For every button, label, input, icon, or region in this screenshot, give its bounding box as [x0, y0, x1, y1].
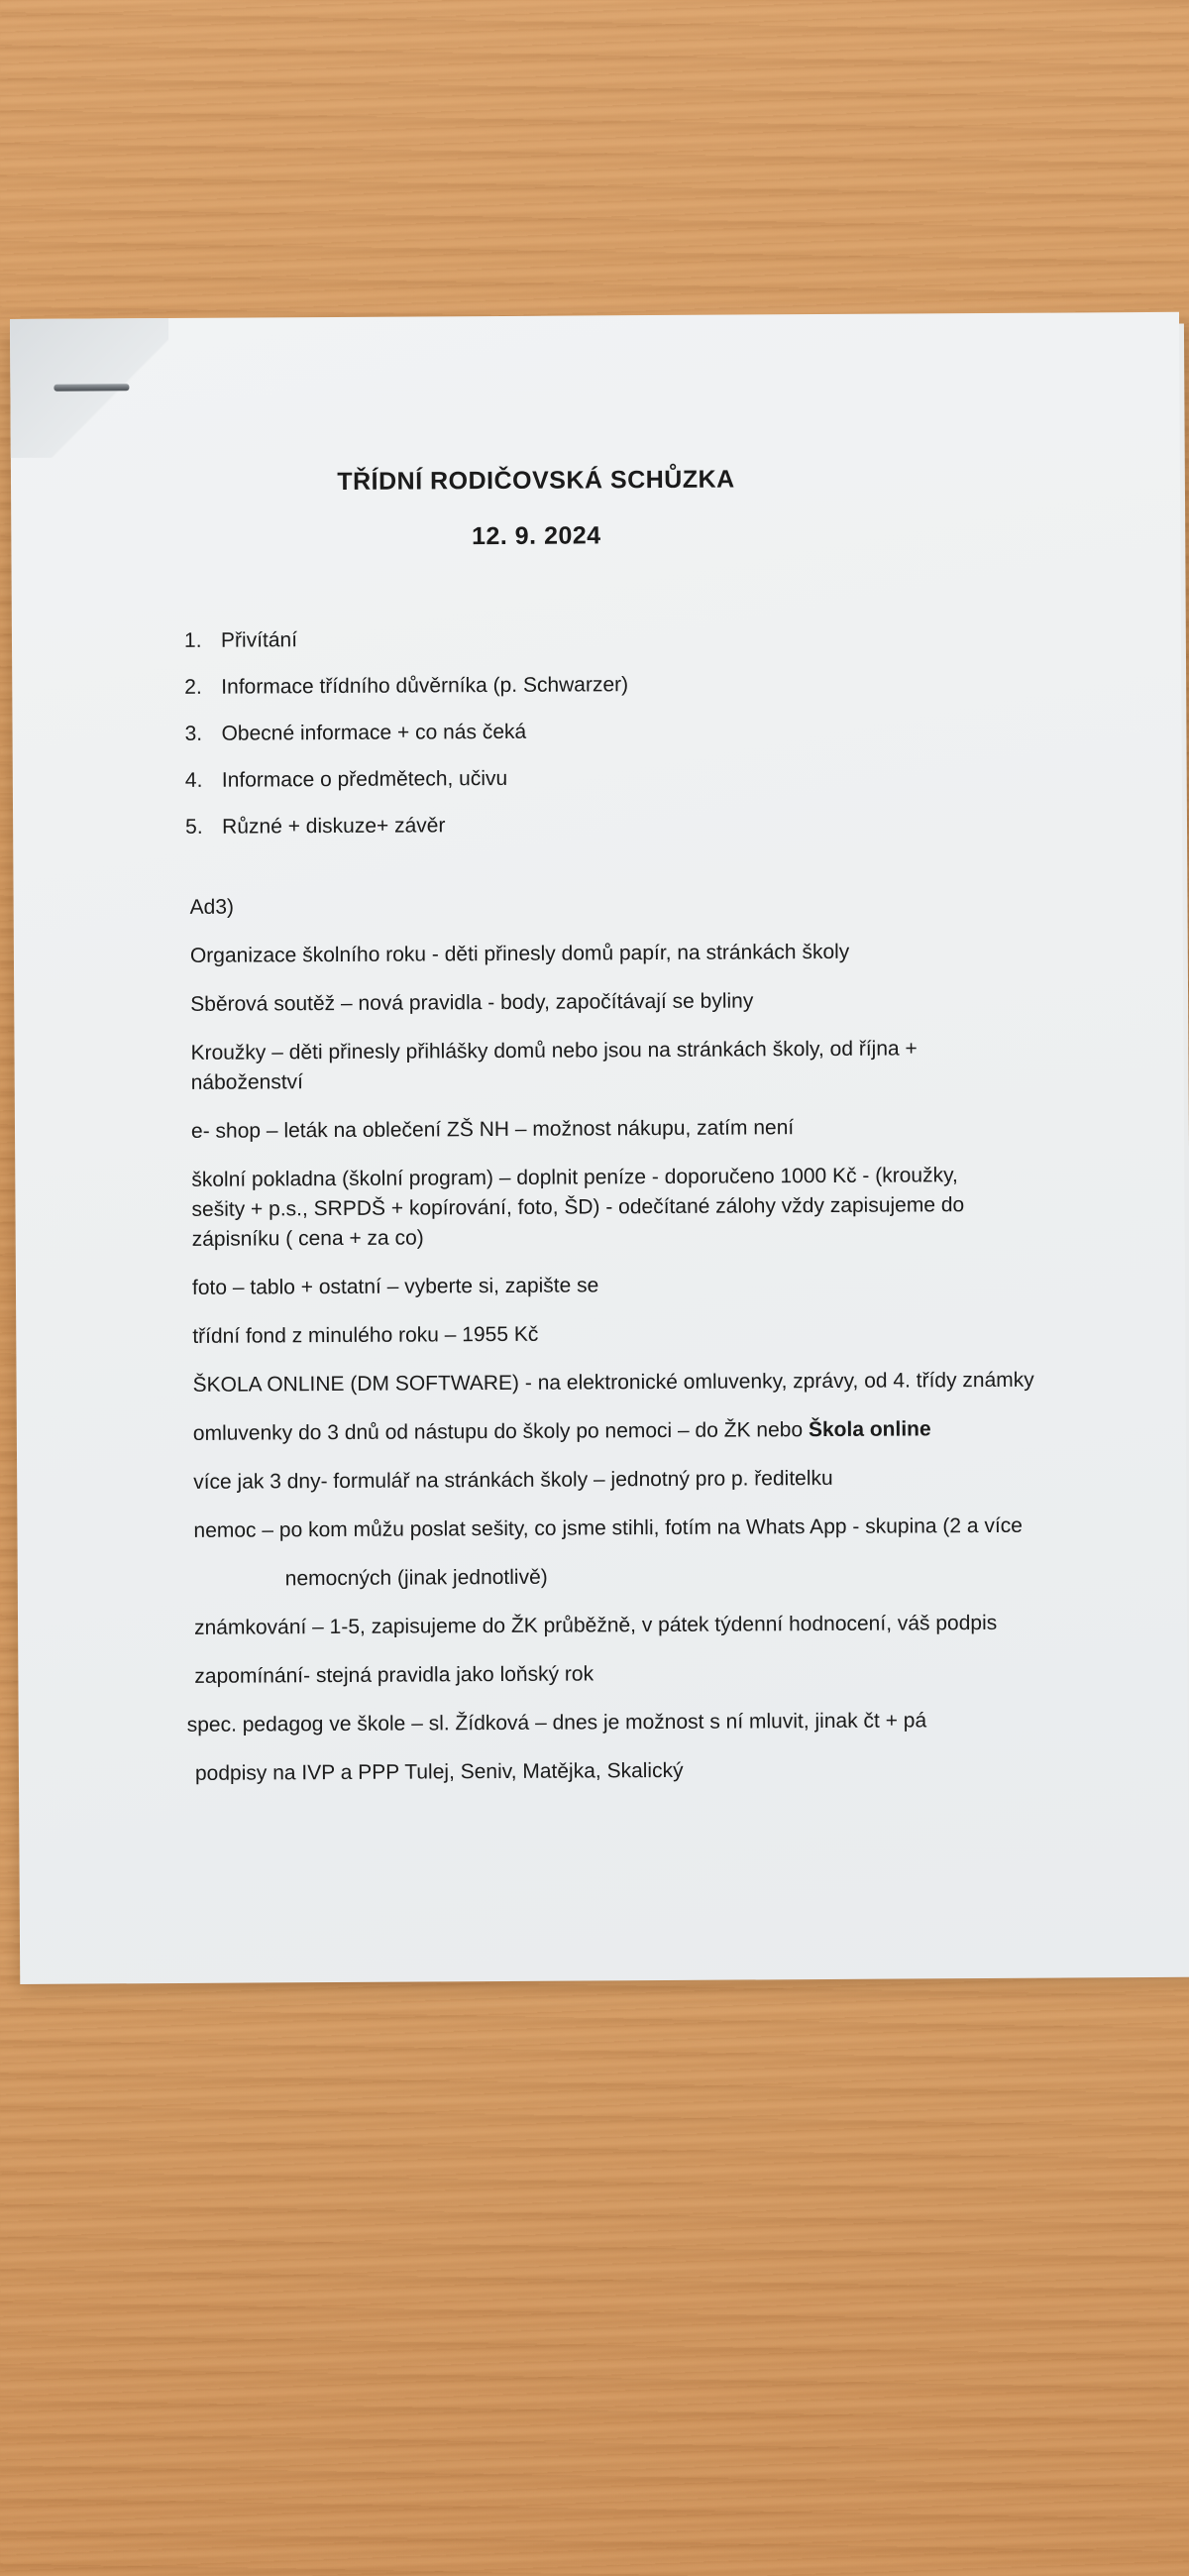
line-spec-pedagog: spec. pedagog ve škole – sl. Žídková – dnes je možnost s ní mluvit, jinak čt + pá: [186, 1709, 927, 1736]
paper-sheet: [10, 312, 1189, 1984]
line-vice-dny: více jak 3 dny- formulář na stránkách školy – jednotný pro p. ředitelku: [193, 1466, 833, 1494]
line-eshop: e- shop – leták na oblečení ZŠ NH – možnost nákupu, zatím není: [190, 1116, 795, 1143]
line-krouzky-2: náboženství: [190, 1070, 304, 1094]
document-title: TŘÍDNÍ RODIČOVSKÁ SCHŮZKA: [337, 465, 735, 496]
line-sberova-soutez: Sběrová soutěž – nová pravidla - body, započítávají se byliny: [190, 989, 754, 1016]
line-pokladna-1: školní pokladna (školní program) – doplnit peníze - doporučeno 1000 Kč - (kroužky,: [191, 1164, 958, 1191]
line-nemoc-2: nemocných (jinak jednotlivě): [284, 1565, 548, 1591]
line-zapominani: zapomínání- stejná pravidla jako loňský rok: [194, 1662, 594, 1688]
agenda-item-text: Informace o předmětech, učivu: [221, 766, 508, 792]
section-ad3: [186, 887, 1088, 1788]
line-pokladna-3: zápisníku ( cena + za co): [191, 1226, 424, 1251]
line-skola-online: ŠKOLA ONLINE (DM SOFTWARE) - na elektronické omluvenky, zprávy, od 4. třídy známky: [192, 1368, 1034, 1397]
agenda-item-number: 3.: [184, 722, 203, 745]
agenda-item: [185, 801, 629, 850]
agenda-item-text: Informace třídního důvěrníka (p. Schwarzer): [221, 672, 629, 699]
agenda-item-text: Různé + diskuze+ závěr: [222, 813, 446, 839]
document-content: [10, 312, 1189, 1984]
line-organizace: Organizace školního roku - děti přinesly domů papír, na stránkách školy: [189, 940, 850, 967]
line-podpisy: podpisy na IVP a PPP Tulej, Seniv, Matějka, Skalický: [194, 1758, 684, 1785]
line-omluvenky: [193, 1413, 1085, 1448]
agenda-item: [185, 754, 629, 804]
document-date: 12. 9. 2024: [471, 521, 601, 551]
line-krouzky-1: Kroužky – děti přinesly přihlášky domů nebo jsou na stránkách školy, od října +: [190, 1037, 918, 1064]
agenda-item-text: Přivítání: [220, 627, 298, 652]
section-heading: Ad3): [189, 895, 235, 919]
agenda-item-text: Obecné informace + co nás čeká: [221, 720, 527, 745]
line-foto: foto – tablo + ostatní – vyberte si, zapište se: [191, 1274, 599, 1299]
line-omluvenky-emphasis: Škola online: [808, 1417, 931, 1442]
agenda-item-number: 5.: [185, 815, 203, 839]
line-znamkovani: známkování – 1-5, zapisujeme do ŽK průběžně, v pátek týdenní hodnocení, váš podpis: [193, 1611, 998, 1639]
line-tridni-fond: třídní fond z minulého roku – 1955 Kč: [192, 1322, 539, 1348]
agenda-item: [184, 661, 628, 711]
agenda-item-number: 2.: [184, 675, 202, 699]
agenda-item: [184, 708, 628, 757]
agenda-item-number: 4.: [184, 768, 203, 792]
line-nemoc-1: nemoc – po kom můžu poslat sešity, co jsme stihli, fotím na Whats App - skupina (2 a více: [193, 1513, 1023, 1542]
line-pokladna-2: sešity + p.s., SRPDŠ + kopírování, foto, ŠD) - odečítané zálohy vždy zapisujeme do: [191, 1193, 965, 1221]
agenda-item-number: 1.: [183, 628, 202, 652]
agenda-item: [184, 615, 628, 664]
agenda-list: [184, 615, 629, 850]
line-omluvenky-text: omluvenky do 3 dnů od nástupu do školy po nemoci – do ŽK nebo: [192, 1418, 810, 1445]
